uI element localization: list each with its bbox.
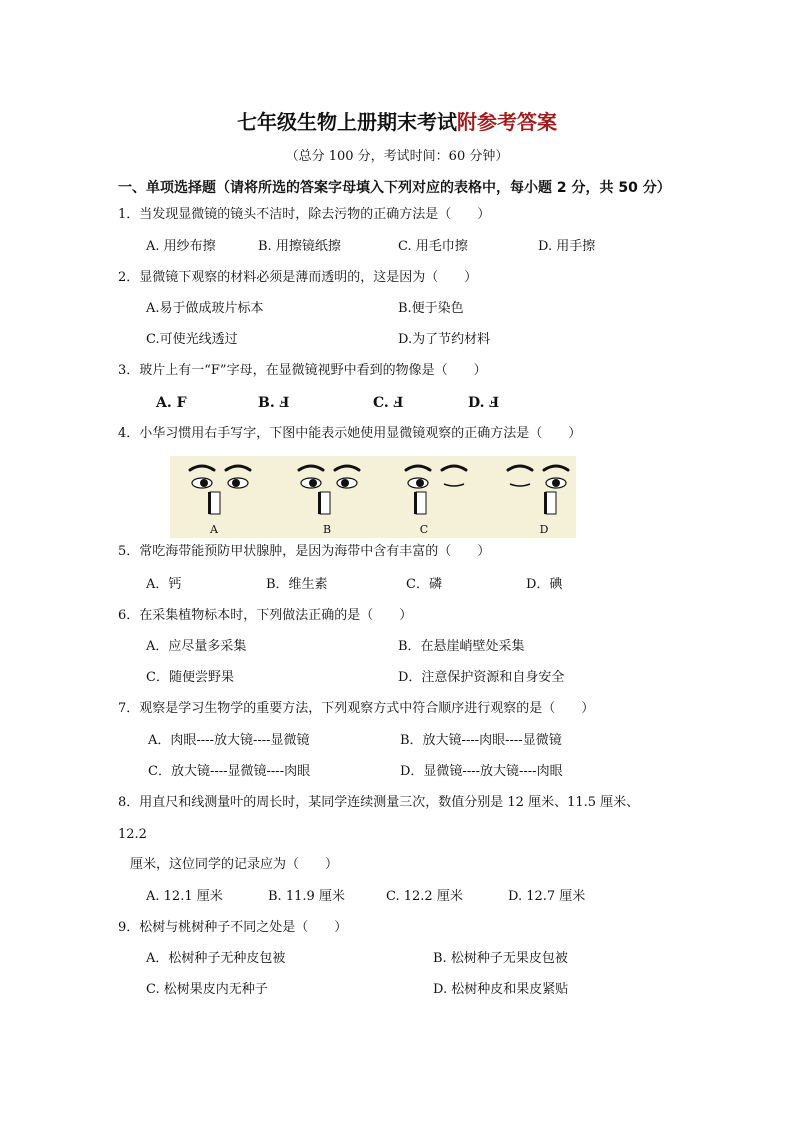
option: A．肉眼----放大镜----显微镜 xyxy=(148,733,310,748)
question-9: 9．松树与桃树种子不同之处是（ ） xyxy=(118,920,348,935)
option: B．放大镜----肉眼----显微镜 xyxy=(400,733,562,748)
title-highlight: 附参考答案 xyxy=(457,110,557,134)
option: D．注意保护资源和自身安全 xyxy=(398,670,565,685)
option: C. 12.2 厘米 xyxy=(386,889,463,904)
option: D．显微镜----放大镜----肉眼 xyxy=(400,764,563,779)
option: D. 用手擦 xyxy=(538,239,596,254)
option: C. 用毛巾擦 xyxy=(398,239,468,254)
question-8-cont: 12.2 xyxy=(118,827,147,842)
option: B. 松树种子无果皮包被 xyxy=(433,951,568,966)
question-8: 8．用直尺和线测量叶的周长时，某同学连续测量三次，数值分别是 12 厘米、11.5 厘米、 xyxy=(118,795,640,810)
subtitle: （总分 100 分，考试时间：60 分钟） xyxy=(285,149,509,164)
question-1: 1．当发现显微镜的镜头不洁时，除去污物的正确方法是（ ） xyxy=(118,207,491,222)
option: A．钙 xyxy=(146,577,182,592)
document-title xyxy=(0,106,794,135)
title-main: 七年级生物上册期末考试 xyxy=(237,110,457,134)
option: C．放大镜----显微镜----肉眼 xyxy=(148,764,311,779)
question-6: 6．在采集植物标本时，下列做法正确的是（ ） xyxy=(118,608,413,623)
question-3: 3．玻片上有一“F”字母，在显微镜视野中看到的物像是（ ） xyxy=(118,363,487,378)
figure-label-d: D xyxy=(539,523,549,536)
section-heading: 一、单项选择题（请将所选的答案字母填入下列对应的表格中，每小题 2 分，共 50 分） xyxy=(118,180,671,196)
option: B．维生素 xyxy=(266,577,328,592)
option: A．松树种子无种皮包被 xyxy=(146,951,286,966)
microscope-eyes-figure xyxy=(170,456,576,538)
option: B. Ⅎ xyxy=(258,395,290,411)
option: A. F xyxy=(156,395,187,411)
option: C.可使光线透过 xyxy=(146,332,238,347)
option: D. Ⅎ xyxy=(468,395,500,411)
option: D. 12.7 厘米 xyxy=(508,889,586,904)
option: B．在悬崖峭壁处采集 xyxy=(398,639,525,654)
option: C．磷 xyxy=(406,577,442,592)
option: C. Ⅎ xyxy=(373,395,404,411)
question-8-cont: 厘米，这位同学的记录应为（ ） xyxy=(130,857,339,872)
option: A.易于做成玻片标本 xyxy=(146,301,264,316)
option: C. 松树果皮内无种子 xyxy=(146,982,268,997)
figure-label-b: B xyxy=(322,523,332,536)
question-2: 2．显微镜下观察的材料必须是薄而透明的，这是因为（ ） xyxy=(118,270,478,285)
option: D．碘 xyxy=(526,577,563,592)
option: B.便于染色 xyxy=(398,301,464,316)
question-4: 4．小华习惯用右手写字，下图中能表示她使用显微镜观察的正确方法是（ ） xyxy=(118,426,582,441)
figure-label-c: C xyxy=(419,523,429,536)
option: C．随便尝野果 xyxy=(146,670,234,685)
question-5: 5．常吃海带能预防甲状腺肿，是因为海带中含有丰富的（ ） xyxy=(118,544,491,559)
option: A．应尽量多采集 xyxy=(146,639,247,654)
option: D.为了节约材料 xyxy=(398,332,491,347)
option: B. 用擦镜纸擦 xyxy=(258,239,341,254)
figure-label-a: A xyxy=(210,523,218,536)
option: D. 松树种皮和果皮紧贴 xyxy=(433,982,569,997)
question-7: 7．观察是学习生物学的重要方法，下列观察方式中符合顺序进行观察的是（ ） xyxy=(118,701,595,716)
option: A. 用纱布擦 xyxy=(146,239,216,254)
option: B. 11.9 厘米 xyxy=(268,889,345,904)
option: A. 12.1 厘米 xyxy=(146,889,223,904)
